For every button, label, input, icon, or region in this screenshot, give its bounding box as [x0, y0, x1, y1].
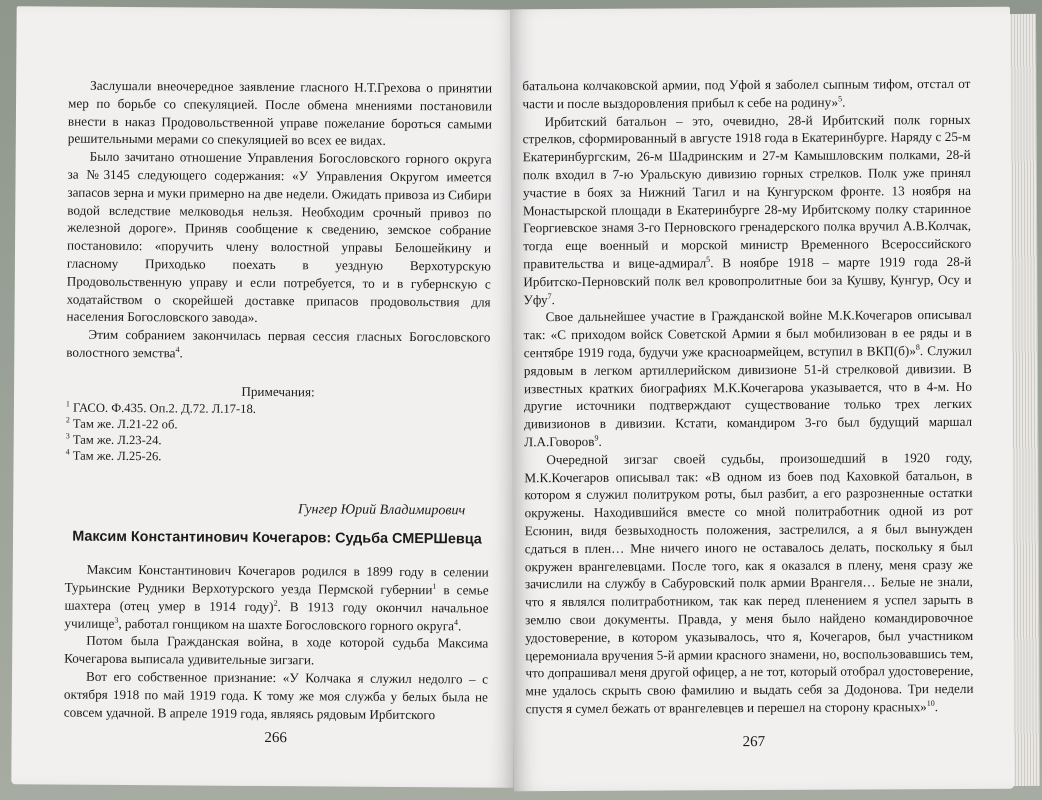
paragraph: Вот его собственное признание: «У Колчака я служил недолго – с октября 1918 по май 1919 года. К тому же моя служба у белых была не совсем удачной. В апреле 1919 года, являясь рядовым Ирбитского — [63, 668, 489, 722]
paragraph: Потом была Гражданская война, в ходе которой судьба Максима Кочегарова выписала удивительные зигзаги. — [64, 633, 489, 668]
footnote: $^2$ Там же. Л.21-22 об. — [65, 414, 178, 431]
page-number: 266 — [264, 730, 287, 747]
paragraph: Очередной зигзаг своей судьбы, произошедший в 1920 году, М.К.Кочегаров описывал так: «В одном из боев под Каховкой батальон, в котором я служил политруком роты, был разбит, а его разрозненные остатки окружены. Находившийся вместе со мной политработник одной из рот Есюнин, видя безвыходность положения, застрелился, а я был вынужден сдаться в плен… Мне ничего иного не оставалось делать, поскольку я был окружен врангелевцами. После того, как я оказался в плену, меня сразу же зачислили на службу в Сабуровский полк армии Врангеля… Белые не знали, что я являлся политработником, так как перед пленением я успел зарыть в землю свои документы. Правда, у меня было найдено командировочное удостоверение, в котором указывалось, что я, Кочегаров, был участником церемониала вручения 5-й армии красного знамени, но, воспользовавшись тем, что допрашивал меня другой офицер, а не тот, который отобрал удостоверение, мне удалось скрыть свою фамилию и выдать себя за Додонова. Три недели спустя я сумел бежать от врангелевцев и перешел на сторону красных»$^{10}$. — [524, 449, 974, 717]
paragraph: Этим собранием закончилась первая сессия гласных Богословского волостного земства$^4$. — [66, 326, 491, 361]
footnote: $^4$ Там же. Л.25-26. — [65, 446, 162, 463]
page-number: 267 — [742, 734, 766, 751]
footnote: $^1$ ГАСО. Ф.435. Оп.2. Д.72. Л.17-18. — [65, 398, 256, 416]
paragraph: батальона колчаковской армии, под Уфой я заболел сыпным тифом, отстал от части и после выздоровления прибыл к себе на родину»$^5$. — [522, 75, 971, 112]
footnote: $^3$ Там же. Л.23-24. — [65, 430, 162, 447]
author-name: Гунгер Юрий Владимирович — [297, 501, 466, 518]
article-heading: Максим Константинович Кочегаров: Судьба СМЕРШевца — [72, 529, 482, 548]
paragraph: Ирбитский батальон – это, очевидно, 28-й Ирбитский полк горных стрелков, сформированный в августе 1918 года в Екатеринбурге. Наряду с 25-м Екатеринбургским, 26-м Шадринским и 27-м Камышловским полками, 28-й полк входил в 7-ю Уральскую дивизию горных стрелков. Полк уже принял участие в боях за Нижний Тагил и на Кунгурском фронте. 13 ноября на Монастырской площади в Екатеринбурге 28-му Ирбитскому полку старинное Георгиевское знамя 3-го Перновского гренадерского полка вручил А.В.Колчак, тогда еще военный и морской министр Временного Всероссийского правительства и вице-адмирал$^5$. В ноябре 1918 – марте 1919 года 28-й Ирбитско-Перновский полк вел кровопролитные бои за Кушву, Кунгур, Осу и Уфу$^7$. — [522, 111, 972, 307]
paragraph: Было зачитано отношение Управления Богословского горного округа за №3145 следующего содержания: «У Управления Округом имеется запасов зерна и муки примерно на две недели. Ожидать привоза из Сибири водой вследствие мелководья нельзя. Необходим срочный привоз по железной дороге». Приняв сообщение к сведению, земское собрание постановило: «поручить члену волостной управы Белошейкину и гласному Приходько поехать в уездную Верхотурскую Продовольственную управу и если потребуется, то и в губернскую с ходатайством о скорейшей доставке припасов продовольствия для населения Богословского завода». — [66, 148, 492, 326]
paragraph: Свое дальнейшее участие в Гражданской войне М.К.Кочегаров описывал так: «С приходом войск Советской Армии я был мобилизован в ее ряды и в сентябре 1919 года, будучи уже красноармейцем, вступил в ВКП(б)»$^8$. Служил рядовым в легком артиллерийском дивизионе 51-й стрелковой дивизии. В известных кратких биографиях М.К.Кочегарова указывается, что в 4-м. Но другие источники подтверждают существование только трех легких дивизионов в дивизии. Кстати, командиром 3-го был будущий маршал Л.А.Говоров$^9$. — [523, 307, 973, 450]
paragraph: Заслушали внеочередное заявление гласного Н.Т.Грехова о принятии мер по борьбе со спекуляцией. После обмена мнениями постановили внести в наказ Продовольственной управе пожелание бороться самыми решительными мерами со спекуляцией во всех ее видах. — [67, 77, 493, 149]
right-page — [510, 7, 1014, 792]
paragraph: Максим Константинович Кочегаров родился в 1899 году в селении Турьинские Рудники Верхотурского уезда Пермской губернии$^1$ в семье шахтера (отец умер в 1914 году)$^2$. В 1913 году окончил начальное училище$^3$, работал гонщиком на шахте Богословского горного округа$^4$. — [64, 561, 489, 633]
left-page — [11, 6, 518, 787]
notes-title: Примечания: — [241, 383, 315, 400]
